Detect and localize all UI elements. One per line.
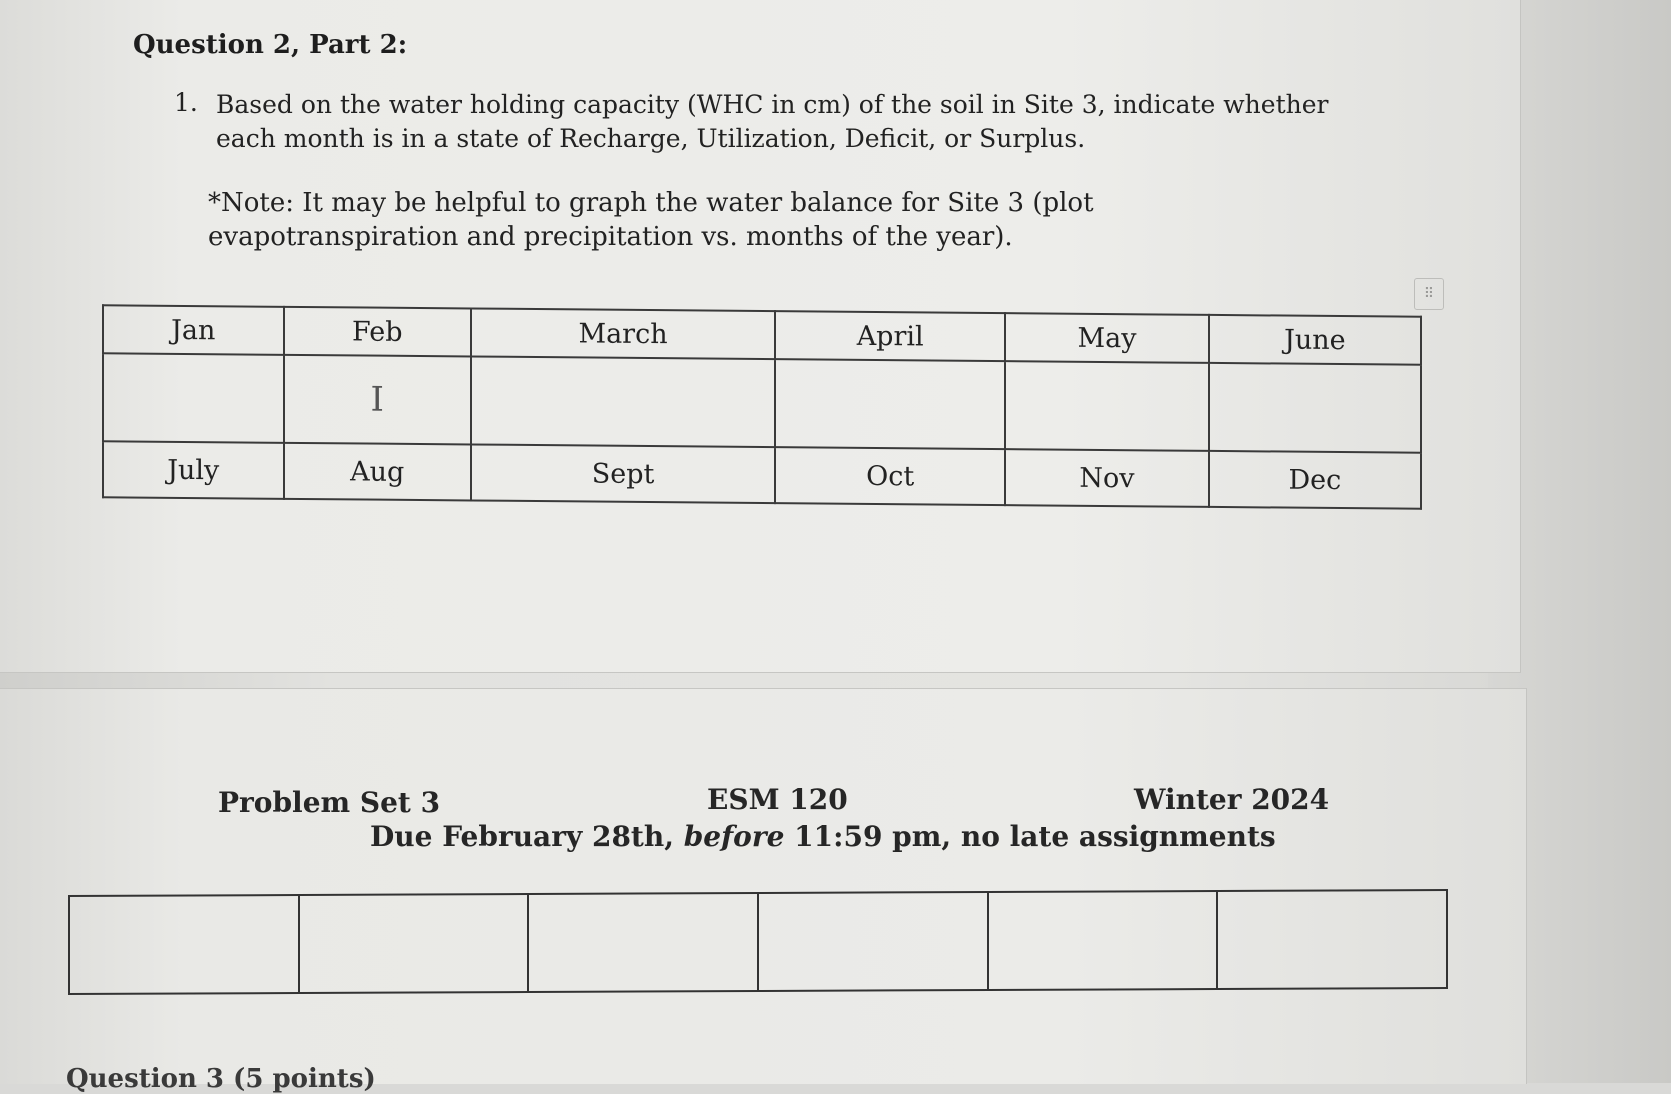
course-code: ESM 120 [707, 783, 848, 816]
problem-set-title: Problem Set 3 [218, 786, 441, 819]
answer-cell-dec[interactable] [1217, 890, 1447, 989]
term-label: Winter 2024 [1134, 783, 1330, 816]
answer-cell-jan[interactable] [103, 353, 284, 443]
month-header-oct: Oct [775, 447, 1005, 505]
answer-cell-july[interactable] [69, 895, 299, 994]
due-prefix: Due February 28th, [370, 820, 684, 853]
month-header-may: May [1005, 313, 1209, 363]
month-header-march: March [471, 308, 775, 359]
month-header-sept: Sept [471, 444, 775, 503]
month-header-jan: Jan [103, 305, 284, 355]
list-item-number: 1. [174, 88, 198, 117]
month-header-july: July [103, 441, 284, 499]
month-header-nov: Nov [1005, 449, 1209, 507]
month-header-april: April [775, 311, 1005, 361]
answer-cell-june[interactable] [1209, 363, 1421, 453]
answer-cell-may[interactable] [1005, 361, 1209, 451]
answer-cell-oct[interactable] [758, 892, 988, 991]
month-header-aug: Aug [284, 443, 471, 501]
question-note: *Note: It may be helpful to graph the water balance for Site 3 (plot evapotranspiration and precipitation vs. months of the year). [208, 188, 1094, 252]
month-header-dec: Dec [1209, 451, 1421, 509]
answer-cell-march[interactable] [471, 356, 775, 447]
next-question-heading: Question 3 (5 points) [66, 1064, 376, 1094]
table-row [69, 890, 1447, 994]
answer-cell-feb[interactable] [284, 355, 471, 445]
months-table [102, 304, 1422, 510]
due-emphasis: before [683, 820, 785, 853]
answer-cell-april[interactable] [775, 359, 1005, 449]
text-cursor-icon: I [370, 379, 384, 420]
answer-cell-nov[interactable] [988, 891, 1218, 990]
question-prompt: Based on the water holding capacity (WHC in cm) of the soil in Site 3, indicate whether each month is in a state of Recharge, Utilization, Deficit, or Surplus. [216, 90, 1329, 153]
table-row [103, 353, 1421, 453]
answer-cell-aug[interactable] [299, 894, 529, 993]
table-row [103, 441, 1421, 509]
month-header-june: June [1209, 315, 1421, 365]
answer-cell-sept[interactable] [528, 893, 758, 992]
month-header-feb: Feb [284, 307, 471, 357]
continued-months-table [68, 889, 1448, 995]
due-date-line [370, 820, 1276, 853]
document-page-2 [0, 688, 1527, 1084]
question-title: Question 2, Part 2: [133, 30, 408, 60]
table-drag-handle-icon[interactable]: ⠿ [1414, 278, 1444, 310]
due-suffix: 11:59 pm, no late assignments [784, 820, 1276, 853]
